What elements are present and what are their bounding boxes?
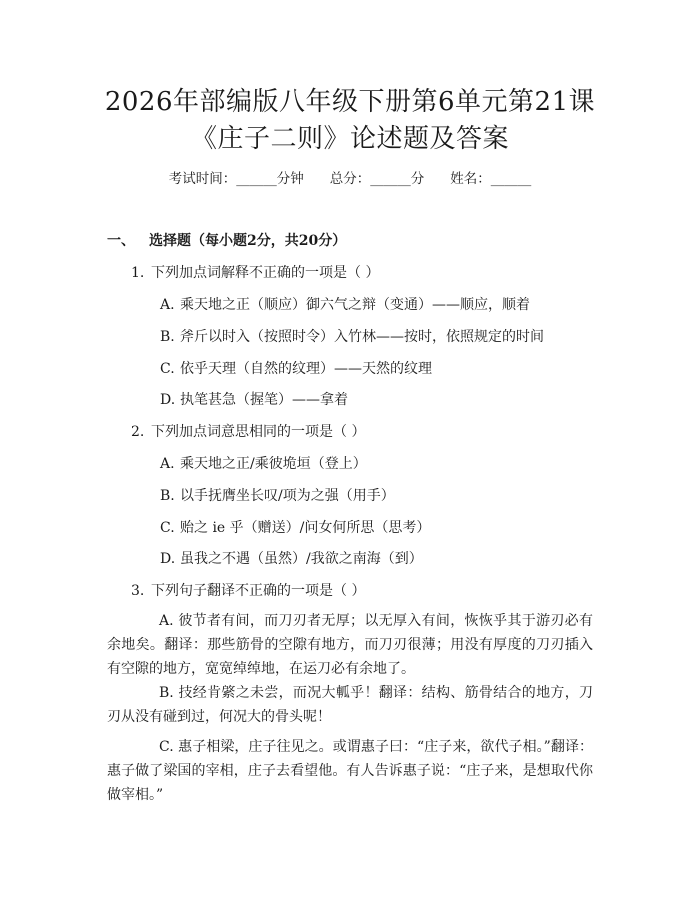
- option-letter: C.: [160, 361, 175, 377]
- exam-time-field: 考试时间：______分钟: [168, 171, 304, 187]
- question-3: [131, 582, 365, 600]
- option-letter: B.: [160, 329, 175, 345]
- question-number: 2.: [131, 424, 145, 440]
- option-letter: A.: [160, 297, 175, 313]
- question-text: 下列加点词解释不正确的一项是（ ）: [151, 265, 380, 281]
- question-text: 下列句子翻译不正确的一项是（ ）: [151, 583, 366, 599]
- option-letter: C.: [160, 520, 175, 536]
- option-letter: D.: [160, 392, 176, 408]
- question-1-option-a: [160, 296, 530, 314]
- option-text: 依乎天理（自然的纹理）——天然的纹理: [180, 361, 432, 377]
- question-1-option-c: [160, 360, 432, 378]
- section-number: 一、: [107, 233, 135, 249]
- question-1-option-d: [160, 391, 348, 409]
- question-2-option-d: [160, 550, 423, 568]
- option-letter: A.: [160, 456, 175, 472]
- option-text: 斧斤以时入（按照时令）入竹林——按时，依照规定的时间: [180, 329, 544, 345]
- option-letter: D.: [160, 551, 176, 567]
- option-text: 虽我之不遇（虽然）/我欲之南海（到）: [180, 551, 423, 567]
- question-2-option-a: [160, 455, 367, 473]
- question-2-option-c: [160, 519, 430, 537]
- exam-info-line: [0, 170, 700, 188]
- option-text: 乘天地之正/乘彼垝垣（登上）: [180, 456, 367, 472]
- question-1: [131, 264, 379, 282]
- option-text: 执笔甚急（握笔）——拿着: [180, 392, 348, 408]
- option-letter: B.: [160, 488, 175, 504]
- question-3-option-c: C. 惠子相梁，庄子往见之。或谓惠子曰：“庄子来，欲代子相。”翻译：惠子做了梁国的宰相，庄子去看望他。有人告诉惠子说：“庄子来，是想取代你做宰相。”: [107, 739, 593, 803]
- question-text: 下列加点词意思相同的一项是（ ）: [151, 424, 366, 440]
- option-text: 以手抚膺坐长叹/项为之强（用手）: [180, 488, 395, 504]
- option-text: 贻之 ie 乎（赠送）/问女何所思（思考）: [180, 520, 431, 536]
- option-text: 乘天地之正（顺应）御六气之辩（变通）——顺应，顺着: [180, 297, 530, 313]
- document-title-line2: 《庄子二则》论述题及答案: [190, 124, 509, 154]
- section-title: 选择题（每小题2分，共20分）: [149, 233, 347, 249]
- student-name-field: 姓名：______: [450, 171, 532, 187]
- section-heading: [107, 232, 346, 250]
- question-number: 1.: [131, 265, 145, 281]
- question-1-option-b: [160, 328, 544, 346]
- question-3-option-b: B. 技经肯綮之未尝，而况大軱乎！翻译：结构、筋骨结合的地方，刀刃从没有碰到过，何况大的骨头呢！: [107, 685, 593, 725]
- document-title-line1: 2026年部编版八年级下册第6单元第21课: [104, 87, 596, 117]
- question-2: [131, 423, 365, 441]
- question-number: 3.: [131, 583, 145, 599]
- question-3-option-a: A. 彼节者有间，而刀刃者无厚；以无厚入有间，恢恢乎其于游刃必有余地矣。翻译：那些筋骨的空隙有地方，而刀刃很薄；用没有厚度的刀刃插入有空隙的地方，宽宽绰绰地，在运刀必有余地了。: [107, 613, 593, 677]
- question-2-option-b: [160, 487, 395, 505]
- exam-score-field: 总分：______分: [329, 171, 425, 187]
